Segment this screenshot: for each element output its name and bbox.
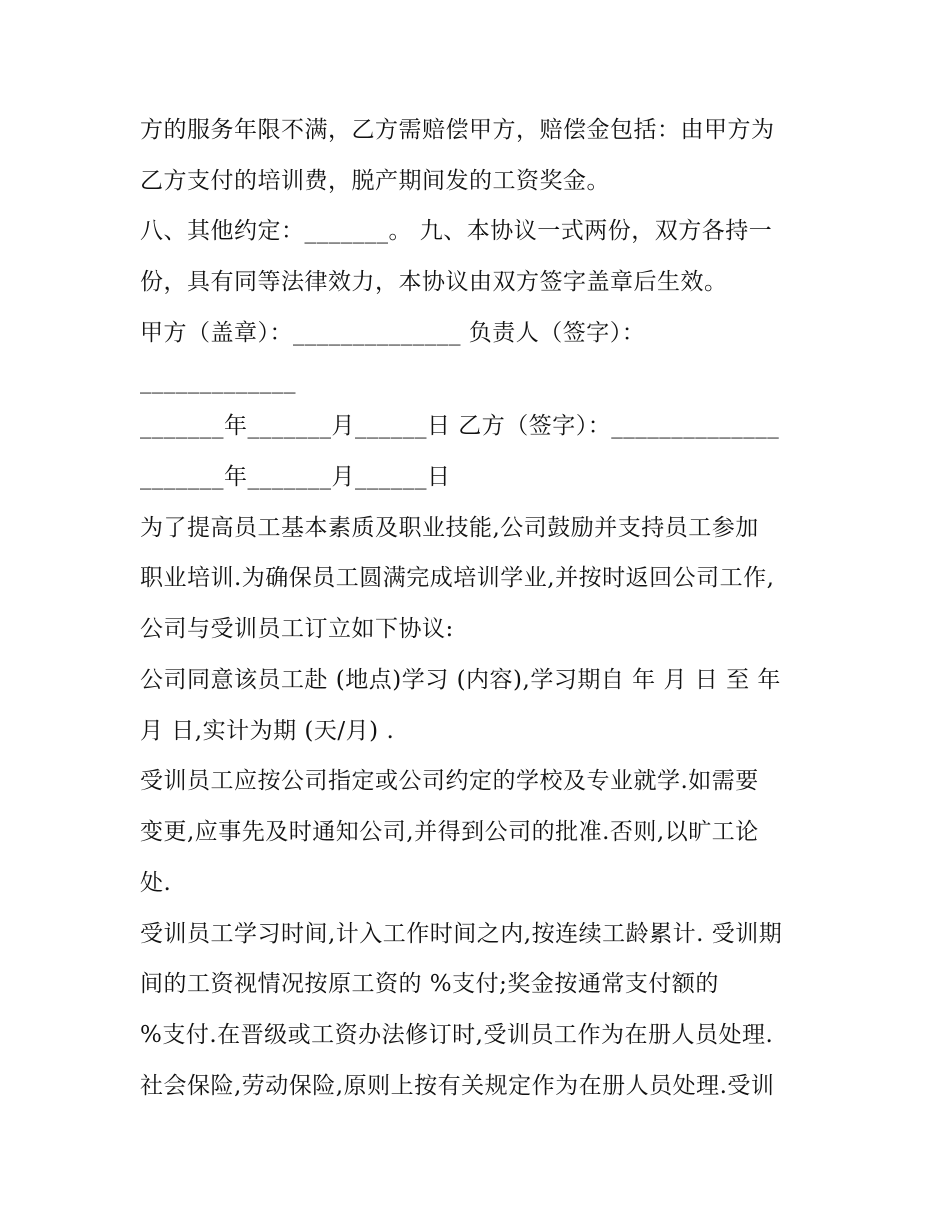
text-line: 方的服务年限不满，乙方需赔偿甲方，赔偿金包括：由甲方为 <box>140 117 775 143</box>
text-line: 乙方支付的培训费，脱产期间发的工资奖金。 <box>140 168 610 194</box>
text-line: 变更,应事先及时通知公司,并得到公司的批准.否则,以旷工论 <box>140 819 759 845</box>
date-line-party-b: _______年_______月______日 乙方（签字）：______________ <box>140 413 780 439</box>
text-line: 社会保险,劳动保险,原则上按有关规定作为在册人员处理.受训 <box>140 1073 775 1099</box>
text-line: 份，具有同等法律效力，本协议由双方签字盖章后生效。 <box>140 269 728 295</box>
text-line: 受训员工应按公司指定或公司约定的学校及专业就学.如需要 <box>140 768 759 794</box>
text-line: %支付.在晋级或工资办法修订时,受训员工作为在册人员处理. <box>140 1022 774 1048</box>
text-line: 受训员工学习时间,计入工作时间之内,按连续工龄累计. 受训期 <box>140 921 783 947</box>
text-line: 公司同意该员工赴 (地点)学习 (内容),学习期自 年 月 日 至 年 <box>140 667 781 693</box>
text-line: 八、其他约定：_______。 九、本协议一式两份，双方各持一 <box>140 218 773 244</box>
text-line: 为了提高员工基本素质及职业技能,公司鼓励并支持员工参加 <box>140 515 759 541</box>
text-line: 公司与受训员工订立如下协议: <box>140 616 454 642</box>
signature-line-party-a: 甲方（盖章）：______________ 负责人（签字）： <box>140 320 646 346</box>
text-line: 间的工资视情况按原工资的 %支付;奖金按通常支付额的 <box>140 971 719 997</box>
date-line: _______年_______月______日 <box>140 464 451 490</box>
text-line: 月 日,实计为期 (天/月) . <box>140 718 395 744</box>
text-line: 处. <box>140 870 172 896</box>
signature-blank: _____________ <box>140 368 296 394</box>
text-line: 职业培训.为确保员工圆满完成培训学业,并按时返回公司工作, <box>140 565 775 591</box>
